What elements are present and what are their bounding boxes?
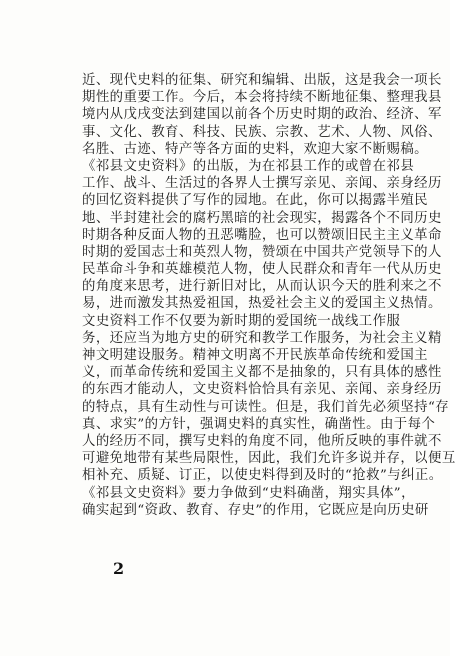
text-line: 人的经历不同，撰写史料的角度不同，他所反映的事件就不 [82, 433, 442, 449]
text-line: 相补充、质疑、订正，以使史料得到及时的“抢救”与纠正。 [82, 468, 443, 484]
text-line: 务，还应当为地方史的研究和教学工作服务，为社会主义精 [82, 330, 442, 346]
text-line: 境内从戊戌变法到建国以前各个历史时期的政治、经济、军 [82, 107, 442, 123]
text-line: 的东西才能动人，文史资料恰恰具有亲见、亲闻、亲身经历 [82, 382, 442, 398]
text-line: 易，进而激发其热爱祖国，热爱社会主义的爱国主义热情。 [82, 296, 442, 312]
text-line: 《祁县文史资料》要力争做到“史料确凿，翔实具体”， [82, 485, 415, 501]
text-line: 地、半封建社会的腐朽黑暗的社会现实，揭露各个不同历史 [82, 210, 442, 226]
page-number: 2 [113, 559, 125, 578]
text-line: 义，而革命传统和爱国主义都不是抽象的，只有具体的感性 [82, 365, 442, 381]
text-line: 的回忆资料提供了写作的园地。在此，你可以揭露半殖民 [82, 193, 429, 209]
text-line: 确实起到“资政、教育、存史”的作用，它既应是向历史研 [82, 502, 429, 518]
text-line: 名胜、古迹、特产等各方面的史料，欢迎大家不断赐稿。 [82, 141, 429, 157]
text-line: 可避免地带有某些局限性，因此，我们允许多说并存，以便互 [82, 451, 456, 467]
text-line: 民革命斗争和英雄模范人物，使人民群众和青年一代从历史 [82, 262, 442, 278]
text-line: 真、求实”的方针，强调史料的真实性，确凿性。由于每个 [82, 416, 436, 432]
body-text [82, 72, 456, 519]
text-line: 近、现代史料的征集、研究和编辑、出版，这是我会一项长 [82, 73, 442, 88]
text-line: 神文明建设服务。精神文明离不开民族革命传统和爱国主 [82, 348, 429, 363]
text-line: 期性的重要工作。今后，本会将持续不断地征集、整理我县 [82, 90, 442, 106]
text-line: 的角度来思考，进行新旧对比，从而认识今天的胜利来之不 [82, 279, 442, 295]
text-line: 文史资料工作不仅要为新时期的爱国统一战线工作服 [82, 313, 401, 329]
text-line: 工作、战斗、生活过的各界人士撰写亲见、亲闻、亲身经历 [82, 176, 442, 192]
text-line: 时期的爱国志士和英烈人物，赞颂在中国共产党领导下的人 [82, 244, 442, 260]
text-line: 事、文化、教育、科技、民族、宗教、艺术、人物、风俗、 [82, 124, 442, 140]
text-line: 时期各种反面人物的丑恶嘴脸，也可以赞颂旧民主主义革命 [82, 227, 442, 243]
text-line: 《祁县文史资料》的出版，为在祁县工作的或曾在祁县 [82, 158, 415, 174]
text-line: 的特点，具有生动性与可读性。但是，我们首先必须坚持“存 [82, 399, 450, 415]
